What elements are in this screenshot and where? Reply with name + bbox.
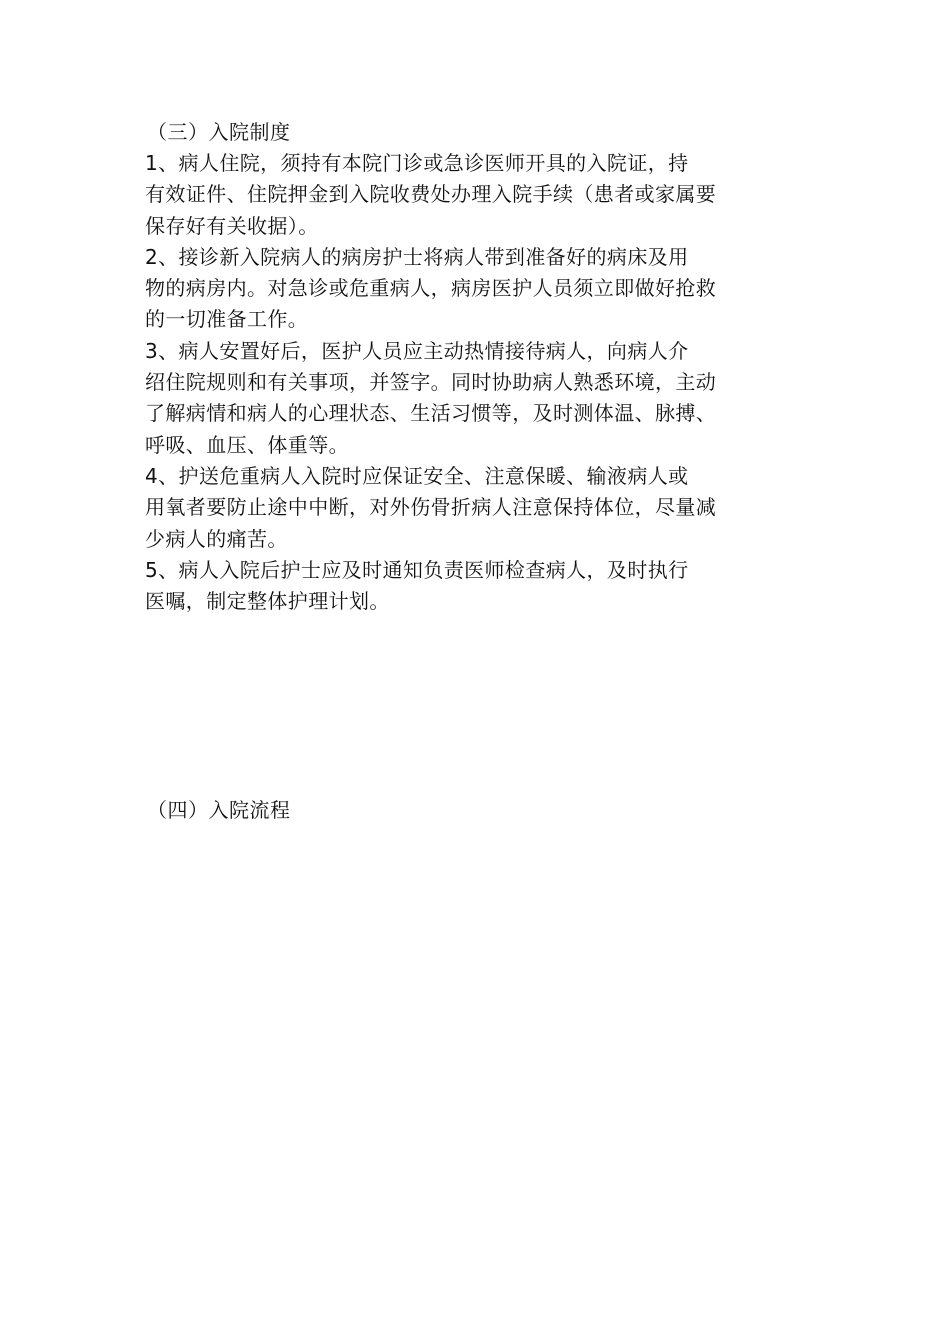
section-heading-admission-rules: （三）入院制度 (147, 120, 291, 144)
rule-paragraph-1 (145, 148, 785, 242)
rule-paragraph-2 (145, 242, 785, 336)
rule-paragraph-5 (145, 555, 785, 618)
text-line: 5、病人入院后护士应及时通知负责医师检查病人，及时执行 (145, 557, 689, 582)
text-line: 4、护送危重病人入院时应保证安全、注意保暖、输液病人或 (145, 463, 689, 488)
text-line: 医嘱，制定整体护理计划。 (145, 589, 390, 614)
admission-rules-body (145, 148, 785, 617)
text-line: 了解病情和病人的心理状态、生活习惯等，及时测体温、脉搏、 (145, 401, 717, 426)
text-line: 少病人的痛苦。 (145, 526, 288, 551)
text-line: 保存好有关收据）。 (145, 213, 319, 238)
text-line: 用氧者要防止途中中断，对外伤骨折病人注意保持体位，尽量减 (145, 495, 717, 520)
text-line: 绍住院规则和有关事项，并签字。同时协助病人熟悉环境，主动 (145, 370, 717, 395)
rule-paragraph-4 (145, 461, 785, 555)
text-line: 2、接诊新入院病人的病房护士将病人带到准备好的病床及用 (145, 244, 689, 269)
text-line: 物的病房内。对急诊或危重病人，病房医护人员须立即做好抢救 (145, 276, 717, 301)
rule-paragraph-3 (145, 336, 785, 461)
text-line: 3、病人安置好后，医护人员应主动热情接待病人，向病人介 (145, 338, 689, 363)
text-line: 的一切准备工作。 (145, 307, 309, 332)
text-line: 有效证件、住院押金到入院收费处办理入院手续（患者或家属要 (145, 182, 717, 207)
text-line: 呼吸、血压、体重等。 (145, 432, 349, 457)
section-heading-admission-process: （四）入院流程 (147, 798, 291, 822)
text-line: 1、病人住院，须持有本院门诊或急诊医师开具的入院证，持 (145, 151, 689, 175)
